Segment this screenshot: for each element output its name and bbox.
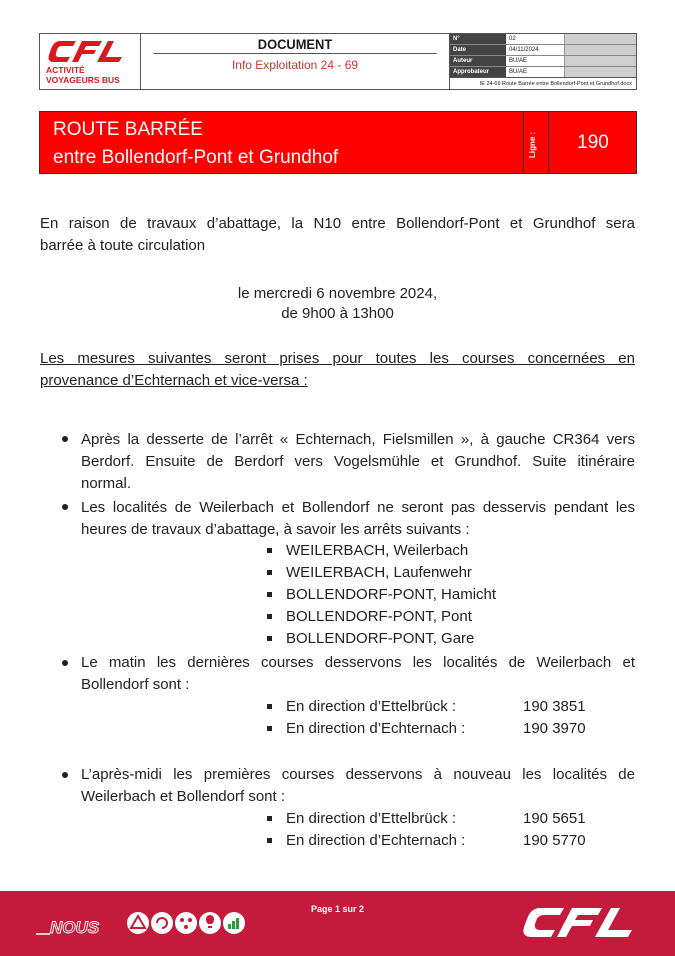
route-banner (39, 111, 637, 174)
direction-label: En direction d’Ettelbrück : (286, 698, 457, 715)
bullet1-line: normal. (81, 475, 132, 492)
square-bullet (267, 570, 272, 575)
banner-subtitle: entre Bollendorf-Pont et Grundhof (53, 147, 339, 168)
meta-value: 04/11/2024 (506, 45, 564, 55)
meta-key: N° (450, 34, 506, 44)
meta-row (450, 34, 636, 45)
time-line: de 9h00 à 13h00 (281, 305, 394, 322)
bullet-dot (62, 504, 68, 510)
bullet3-line: Le matin les dernières courses desservons les localités de Weilerbach et (81, 654, 635, 671)
meta-value: BU/AE (506, 56, 564, 66)
measures-heading-1: Les mesures suivantes seront prises pour toutes les courses concernées en (40, 350, 635, 367)
stop-item: BOLLENDORF-PONT, Pont (286, 608, 472, 625)
bullet4-line: Weilerbach et Bollendorf sont : (81, 788, 286, 805)
bullet-dot (62, 772, 68, 778)
course-code: 190 5770 (523, 832, 586, 849)
course-code: 190 5651 (523, 810, 586, 827)
bullet4-line: L’après-midi les premières courses desservons à nouveau les localités de (81, 766, 635, 783)
square-bullet (267, 592, 272, 597)
square-bullet (267, 636, 272, 641)
stop-item: BOLLENDORF-PONT, Gare (286, 630, 475, 647)
bullet-dot (62, 436, 68, 442)
meta-row (450, 45, 636, 56)
page-number: Page 1 sur 2 (310, 904, 365, 914)
header-title-cell (141, 34, 450, 89)
course-code: 190 3851 (523, 698, 586, 715)
meta-filler (564, 34, 636, 44)
stop-item: BOLLENDORF-PONT, Hamicht (286, 586, 497, 603)
square-bullet (267, 614, 272, 619)
square-bullet (267, 548, 272, 553)
meta-key: Approbateur (450, 67, 506, 77)
course-code: 190 3970 (523, 720, 586, 737)
meta-filler (564, 45, 636, 55)
meta-filler (564, 67, 636, 77)
document-title: DOCUMENT (153, 34, 436, 54)
direction-label: En direction d’Echternach : (286, 720, 466, 737)
nous-values-logo-icon (36, 908, 256, 940)
bullet1-line: Après la desserte de l’arrêt « Echternach, Fielsmillen », à gauche CR364 vers (81, 431, 635, 448)
meta-value: BU/AE (506, 67, 564, 77)
intro-line-2: barrée à toute circulation (40, 237, 206, 254)
cfl-header-logo (40, 34, 141, 89)
measures-heading-2: provenance d’Echternach et vice-versa : (40, 372, 308, 389)
square-bullet (267, 816, 272, 821)
square-bullet (267, 838, 272, 843)
svg-text:NOUS: NOUS (50, 918, 100, 937)
date-line: le mercredi 6 novembre 2024, (237, 285, 438, 302)
meta-key: Date (450, 45, 506, 55)
document-subtitle: Info Exploitation 24 - 69 (231, 58, 359, 72)
square-bullet (267, 726, 272, 731)
meta-row (450, 67, 636, 78)
cfl-footer-logo-icon (520, 905, 640, 941)
page-footer (0, 891, 675, 956)
bullet2-line: heures de travaux d’abattage, à savoir les arrêts suivants : (81, 521, 470, 538)
logo-subtitle-1: ACTIVITÉ (46, 65, 85, 75)
cfl-logo-icon (46, 38, 128, 64)
logo-subtitle-2: VOYAGEURS BUS (46, 75, 120, 85)
banner-divider (523, 112, 524, 173)
ligne-label: Ligne : (528, 131, 537, 158)
file-name: IE 24-69 Route Barrée entre Bollendorf-Pont et Grundhof.docx (479, 81, 632, 87)
stop-item: WEILERBACH, Laufenwehr (286, 564, 472, 581)
square-bullet (267, 704, 272, 709)
meta-value: 02 (506, 34, 564, 44)
direction-label: En direction d’Echternach : (286, 832, 466, 849)
meta-row (450, 56, 636, 67)
document-header (39, 33, 637, 90)
bullet1-line: Berdorf. Ensuite de Berdorf vers Vogelsmühle et Grundhof. Suite itinéraire (81, 453, 635, 470)
banner-title: ROUTE BARRÉE (53, 119, 203, 140)
line-number: 190 (577, 132, 609, 153)
meta-filler (564, 56, 636, 66)
meta-key: Auteur (450, 56, 506, 66)
bullet3-line: Bollendorf sont : (81, 676, 190, 693)
direction-label: En direction d’Ettelbrück : (286, 810, 457, 827)
header-meta (450, 34, 636, 89)
intro-line-1: En raison de travaux d’abattage, la N10 entre Bollendorf-Pont et Grundhof sera (40, 215, 635, 232)
bullet-dot (62, 660, 68, 666)
bullet2-line: Les localités de Weilerbach et Bollendorf ne seront pas desservis pendant les (81, 499, 635, 516)
stop-item: WEILERBACH, Weilerbach (286, 542, 469, 559)
